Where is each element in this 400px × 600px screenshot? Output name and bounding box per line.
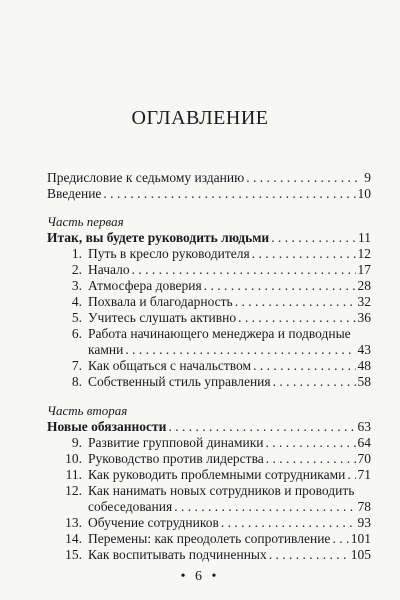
chapter-title: Путь в кресло руководителя: [88, 246, 250, 261]
leader-dots: [238, 310, 355, 326]
chapter-title: Развитие групповой динамики: [88, 435, 264, 450]
toc-page-number: 71: [357, 467, 371, 482]
chapter-title: Учитесь слушать активно: [88, 310, 237, 325]
chapter-number: 12.: [65, 483, 82, 498]
part-title-entry: [47, 230, 371, 246]
chapter-number: 11.: [65, 467, 82, 482]
toc-page-number: 101: [350, 531, 371, 546]
toc-page-number: 64: [357, 435, 371, 450]
toc-page-number: 48: [357, 358, 371, 373]
toc-chapter: [60, 435, 371, 451]
part-label: Часть первая: [47, 214, 124, 229]
toc-page-number: 78: [357, 499, 371, 514]
leader-dots: [246, 170, 362, 186]
leader-dots: [235, 294, 356, 310]
toc-chapter: [60, 294, 371, 310]
leader-dots: [204, 278, 356, 294]
part-label: Часть вторая: [47, 403, 128, 418]
chapter-title-line-2: собеседования: [88, 499, 173, 514]
toc-chapter: [60, 515, 371, 531]
toc-page-number: 63: [357, 419, 371, 434]
toc-chapter: [60, 547, 371, 563]
toc-entry-introduction: [47, 186, 371, 202]
toc-page-number: 43: [357, 342, 371, 357]
toc-entry-text: Введение: [47, 186, 102, 201]
toc-chapter: [60, 278, 371, 294]
toc-page-number: 105: [350, 547, 371, 562]
toc-chapter: [60, 451, 371, 467]
toc-chapter: [60, 310, 371, 326]
chapter-number: 7.: [71, 358, 82, 373]
chapter-title: Обучение сотрудников: [88, 515, 219, 530]
leader-dots: [103, 186, 355, 202]
toc-chapter: [60, 531, 371, 547]
part-title: Новые обязанности: [47, 419, 167, 434]
toc-chapter-line-2: [88, 342, 371, 358]
page-title: ОГЛАВЛЕНИЕ: [131, 107, 269, 129]
chapter-number: 3.: [71, 278, 82, 293]
leader-dots: [265, 435, 355, 451]
toc-chapter: [60, 246, 371, 262]
chapter-title: Начало: [88, 262, 130, 277]
chapter-title: Как руководить проблемными сотрудниками: [88, 467, 346, 482]
toc-chapter: [60, 358, 371, 374]
toc-chapter-line-1: [60, 483, 354, 499]
chapter-number: 5.: [71, 310, 82, 325]
leader-dots: [269, 547, 349, 563]
toc-page-number: 12: [357, 246, 371, 261]
toc-page-number: 70: [357, 451, 371, 466]
chapter-number: 4.: [71, 294, 82, 309]
leader-dots: [266, 451, 356, 467]
chapter-title-line-1: Как нанимать новых сотрудников и проводить: [88, 483, 355, 498]
leader-dots: [174, 499, 355, 515]
chapter-number: 9.: [71, 435, 82, 450]
toc-page-number: 58: [357, 374, 371, 389]
leader-dots: [132, 262, 356, 278]
chapter-title: Руководство против лидерства: [88, 451, 264, 466]
toc-chapter: [60, 467, 371, 483]
toc-page-number: 11: [358, 230, 371, 245]
chapter-title: Атмосфера доверия: [88, 278, 202, 293]
leader-dots: [347, 467, 355, 483]
chapter-number: 2.: [71, 262, 82, 277]
toc-page-number: 28: [357, 278, 371, 293]
chapter-number: 13.: [65, 515, 82, 530]
chapter-title-line-2: камни: [88, 342, 124, 357]
chapter-number: 15.: [65, 547, 82, 562]
leader-dots: [221, 515, 356, 531]
part-title-entry: [47, 419, 371, 435]
toc-page-number: 32: [357, 294, 371, 309]
chapter-title: Собственный стиль управления: [88, 374, 271, 389]
chapter-title: Как общаться с начальством: [88, 358, 252, 373]
leader-dots: [253, 358, 355, 374]
leader-dots: [168, 419, 355, 435]
chapter-number: 1.: [71, 246, 82, 261]
toc-chapter-line-2: [88, 499, 371, 515]
chapter-number: 14.: [65, 531, 82, 546]
toc-page-number: 10: [357, 186, 371, 201]
toc-page-number: 93: [357, 515, 371, 530]
toc-entry-text: Предисловие к седьмому изданию: [47, 170, 245, 185]
chapter-number: 6.: [71, 326, 82, 341]
toc-chapter: [60, 374, 371, 390]
toc-page-number: 36: [357, 310, 371, 325]
leader-dots: [252, 246, 356, 262]
page-number: • 6 •: [180, 569, 220, 584]
chapter-title: Перемены: как преодолеть сопротивление: [88, 531, 331, 546]
chapter-title: Как воспитывать подчиненных: [88, 547, 267, 562]
chapter-title: Похвала и благодарность: [88, 294, 233, 309]
toc-chapter-line-1: [60, 326, 351, 342]
toc-chapter: [60, 262, 371, 278]
chapter-number: 8.: [71, 374, 82, 389]
part-title: Итак, вы будете руководить людьми: [47, 230, 270, 245]
toc-entry-preface: [47, 170, 371, 186]
leader-dots: [332, 531, 348, 547]
leader-dots: [273, 374, 356, 390]
toc-page-number: 9: [364, 170, 371, 185]
toc-page-number: 17: [357, 262, 371, 277]
leader-dots: [271, 230, 356, 246]
leader-dots: [125, 342, 355, 358]
chapter-title-line-1: Работа начинающего менеджера и подводные: [88, 326, 351, 341]
chapter-number: 10.: [65, 451, 82, 466]
